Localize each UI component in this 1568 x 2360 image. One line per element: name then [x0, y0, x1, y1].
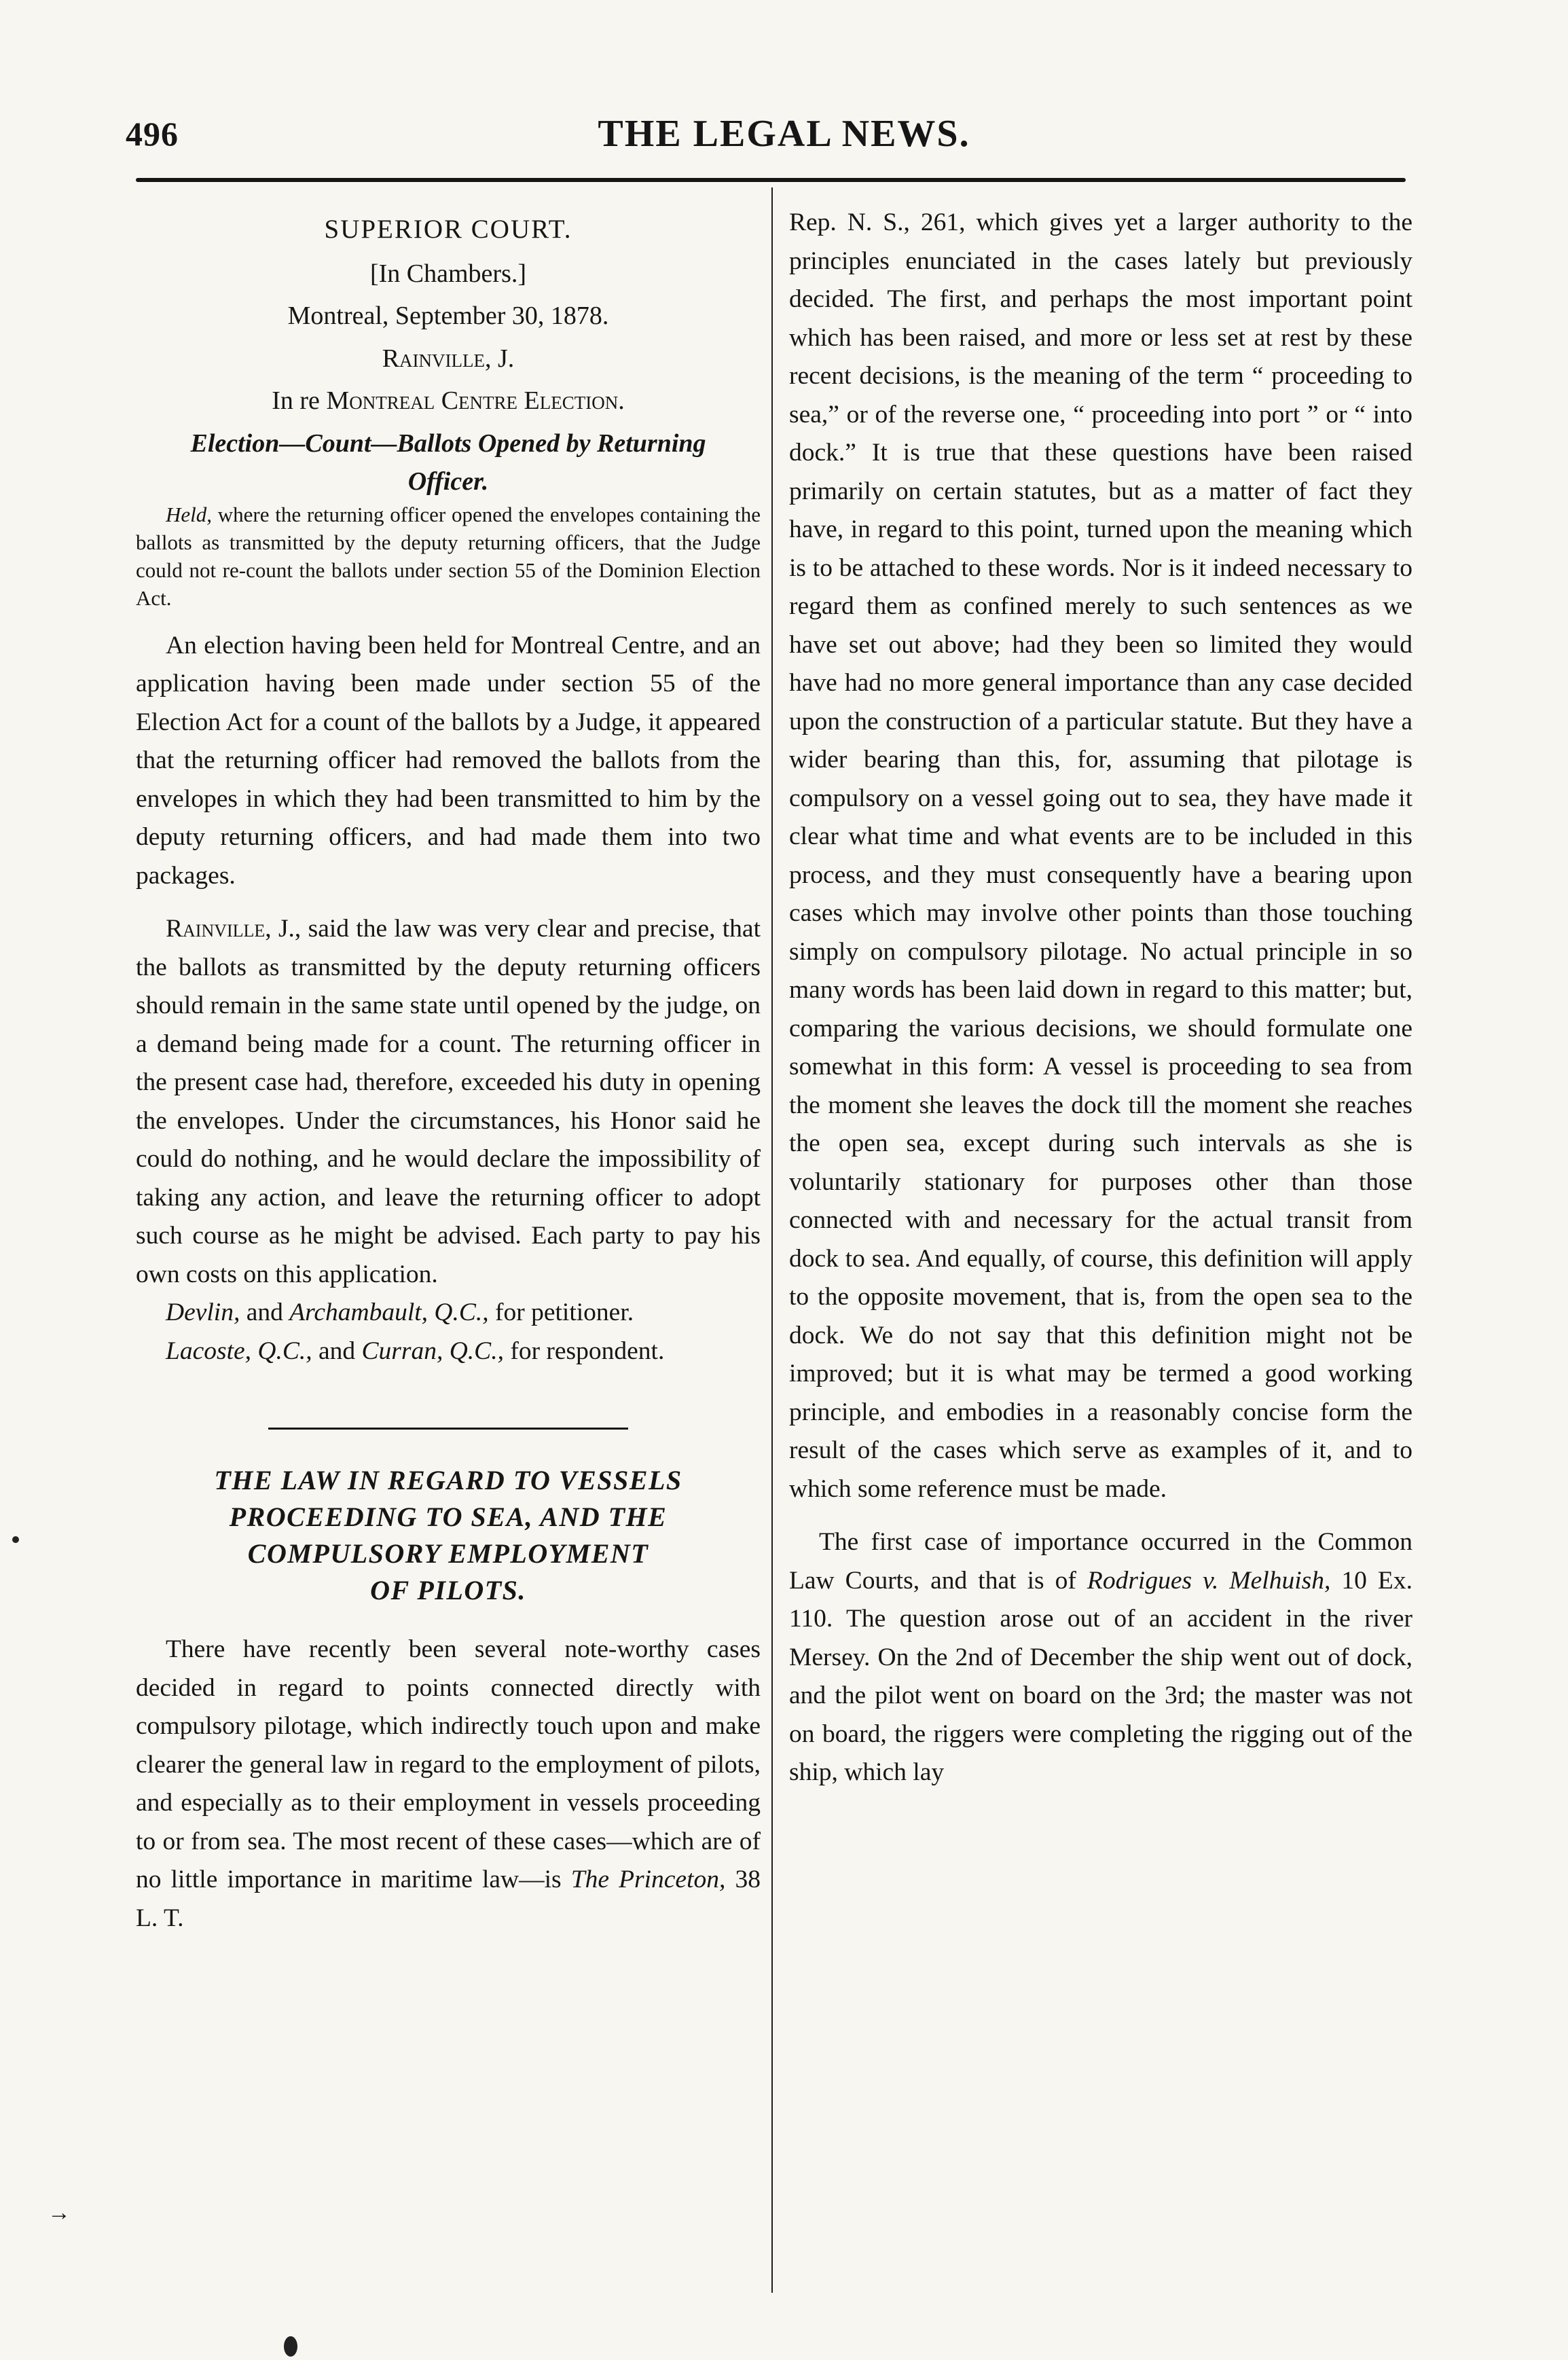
header-rule [136, 178, 1406, 182]
counsel-petitioner [136, 1294, 761, 1332]
article-para2-text: The first case of importance occurred in the Common Law Courts, and that is of [789, 1528, 1412, 1595]
case-title-prefix: In re [272, 386, 327, 415]
case-subject [136, 424, 761, 501]
headnote [136, 501, 761, 612]
counsel-resp-name-2: Curran, Q.C., [361, 1337, 504, 1365]
subject-line-2: Officer. [407, 467, 489, 496]
facts-paragraph: An election having been held for Montreal Centre, and an application having been made under section 55 of the Election Act for a count of the ballots by a Judge, it appeared that the returning officer had removed the ballots from the envelopes in which they had been transmitted to him by the deputy returning officers, and had made them into two packages. [136, 631, 761, 890]
article-title-line-2: PROCEEDING TO SEA, AND THE [229, 1502, 668, 1532]
article-para1-citation: Rep. N. S., 261, which gives yet a larger authority to the principles enunciated in the cases lately but previously decided. The first, and perhaps the most important point which has been raised, and more or less set at rest by these recent decisions, is the meaning of the term “ proceeding to sea,” or of the reverse one, “ proceeding into port ” or “ into dock.” It is true that these questions have been raised primarily on certain statutes, but as a matter of fact they have, in regard to this point, turned upon the meaning which is to be attached to these words. Nor is it indeed necessary to regard them as confined merely to such sentences as we have set out above; had they been so limited they would have had no more general importance than any case decided upon the construction of a particular statute. But they have a wider bearing than this, for, assuming that pilotage is compulsory on a vessel going out to sea, they have made it clear what time and what events are to be included in this process, and they must consequently have a bearing upon cases which may involve other points than those touching simply on compulsory pilotage. No actual principle in so many words has been laid down in regard to this matter; but, comparing the various decisions, we should formulate one somewhat in this form: A vessel is proceeding to sea from the moment she leaves the dock till the moment she reaches the open sea, except during such intervals as she is voluntarily stationary for purposes other than those connected with and necessary for the actual transit from dock to sea. And equally, of course, this definition will apply to the opposite movement, that is, from the open sea to the dock. We do not say that this definition might not be improved; but it is what may be termed a good working principle, and embodies in a reasonably concise form the result of the cases which serve as examples of it, and to which some reference must be made. [789, 208, 1412, 1503]
counsel-respondent [136, 1332, 761, 1371]
opinion-paragraph [136, 910, 761, 1294]
column-divider [771, 187, 773, 2293]
court-heading: SUPERIOR COURT. [324, 215, 572, 244]
right-column [789, 204, 1412, 1792]
article-para2-rest: 10 Ex. 110. The question arose out of an accident in the river Mersey. On the 2nd of December the ship went out of dock, and the pilot went on board on the 3rd; the master was not on board, the riggers were completing the rigging out of the ship, which lay [789, 1566, 1412, 1786]
article-paragraph-2 [789, 1523, 1412, 1792]
article-para1-citation-start: 38 L. T. [136, 1866, 761, 1932]
section-rule [268, 1428, 628, 1430]
article-para1-case: The Princeton, [570, 1866, 726, 1893]
margin-arrow: → [48, 2200, 71, 2226]
headnote-lead: Held, [166, 502, 213, 526]
chambers-line: [In Chambers.] [369, 259, 527, 288]
headnote-text: where the returning officer opened the envelopes containing the ballots as transmitted by the deputy returning officers, that the Judge could not re-count the ballots under section 55 of the Dominion Election Act. [136, 502, 761, 610]
counsel-resp-and: and [312, 1337, 362, 1365]
counsel-pet-and: and [240, 1299, 290, 1326]
left-column [136, 204, 761, 1938]
case-title [136, 382, 761, 420]
article-title-line-1: THE LAW IN REGARD TO VESSELS [214, 1465, 682, 1495]
counsel-pet-name-1: Devlin, [166, 1299, 240, 1326]
article-para2-case: Rodrigues v. Melhuish, [1087, 1566, 1331, 1595]
judge-line: Rainville, J. [382, 344, 515, 373]
article-title-line-4: OF PILOTS. [370, 1575, 526, 1605]
article-title-line-3: COMPULSORY EMPLOYMENT [247, 1538, 649, 1569]
opinion-text: said the law was very clear and precise, that the ballots as transmitted by the deputy returning officers should remain in the same state until opened by the judge, on a demand being made for a count. The returning officer in the present case had, therefore, exceeded his duty in opening the envelopes. Under the circumstances, his Honor said he could do nothing, and he would declare the impossibility of taking any action, and leave the returning officer to adopt such course as he might be advised. Each party to pay his own costs on this application. [136, 915, 761, 1288]
counsel-resp-role: for respondent. [503, 1337, 665, 1365]
case-title-name: Montreal Centre Election. [326, 386, 625, 415]
counsel-resp-name-1: Lacoste, Q.C., [166, 1337, 312, 1365]
subject-line-1: Election—Count—Ballots Opened by Returning [190, 429, 706, 458]
article-paragraph-1-continued [789, 204, 1412, 1508]
article-paragraph-1 [136, 1631, 761, 1938]
counsel-pet-name-2: Archambault, Q.C., [289, 1299, 489, 1326]
page-blot [284, 2336, 297, 2357]
running-head: THE LEGAL NEWS. [598, 113, 970, 155]
opinion-judge: Rainville, J., [166, 915, 302, 943]
margin-mark [12, 1536, 19, 1543]
page-number: 496 [126, 115, 179, 153]
place-date: Montreal, September 30, 1878. [287, 302, 609, 330]
counsel-pet-role: for petitioner. [488, 1299, 634, 1326]
article-title [136, 1462, 761, 1609]
article-para1-text: There have recently been several note-worthy cases decided in regard to points connected directly with compulsory pilotage, which indirectly touch upon and make clearer the general law in regard to the employment of pilots, and especially as to their employment in vessels proceeding to or from sea. The most recent of these cases—which are of no little importance in maritime law—is [136, 1635, 761, 1893]
